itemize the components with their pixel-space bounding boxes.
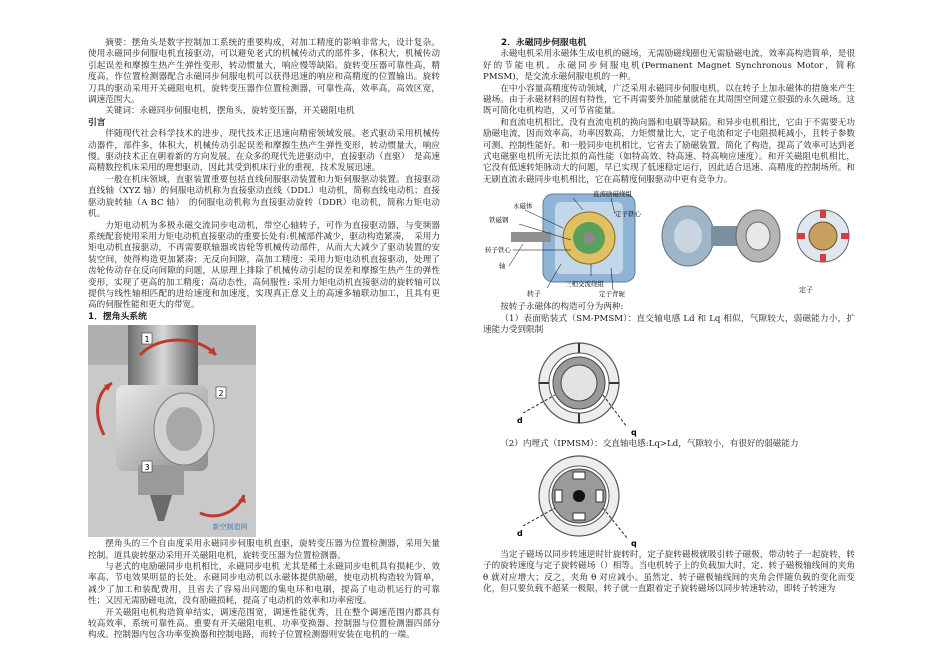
pmsm-paragraph-1: 永磁电机采用永磁体生成电机的磁场，无需励磁线圈也无需励磁电流，效率高构造简单，是很好的节能电机。永磁同步伺服电机(Permanent Magnet Synchronous Motor，简称 PMSM)，是交流永磁伺服电机的一种。 (483, 49, 855, 83)
sm-pmsm-description: （1）表面贴装式（SM-PMSM）：直交轴电感 Ld 和 Lq 相似，气隙较大，弱磁能力小，扩速能力受到限制 (483, 313, 855, 336)
swivel-head-photo (88, 325, 256, 537)
axis-q-label: q (631, 427, 637, 437)
motor-structure-figure (483, 188, 855, 300)
synchronous-rotation-paragraph: 当定子磁场以同步转速逆时针旋转时，定子旋转磁极就吸引转子磁极，带动转子一起旋转，转子的旋转速度与定子旋转磁场（）相等。当电机转子上的负载加大时，定、转子磁极轴线间的夹角 θ 就对应增大；反之，夹角 θ 对应减小。虽然定、转子磁极轴线间的夹角会伴随负载的变化而变化，但只要负载不超某一极限，转子就一直跟着定子旋转磁场以同步转速转动，即转子转速为 (483, 549, 855, 595)
right-column (483, 38, 855, 596)
figure-label-3: 3 (144, 463, 150, 473)
srm-paragraph: 开关磁阻电机构造简单结实，调速范围宽，调速性能优秀，且在整个调速范围内都具有较高效率，系统可靠性高。重要有开关磁阻电机、功率变换器、控制器与位置检测器四部分构成。控制器内包含功率变换器和控制电路，而转子位置检测器则安装在电机的一端。 (88, 607, 440, 641)
figure-caption: 摆角头的三个自由度采用永磁同步伺服电机直驱，旋转变压器为位置检测器，采用矢量控制。道具旋转驱动采用开关磁阻电机，旋转变压器为位置检测器。 (88, 539, 440, 561)
ipmsm-description: （2）内埋式（IPMSM）：交直轴电感:Lq>Ld，气隙较小，有很好的弱磁能力 (500, 438, 799, 449)
ipmsm-figure (483, 452, 855, 548)
swivel-head-figure (88, 325, 256, 537)
intro-paragraph-1: 伴随现代社会科学技术的进步，现代技术正迅速向精密领域发展。老式驱动采用机械传动器件，部件多，体积大，机械传动引起误差和摩擦生热产生弹性变形，转动惯量大，响应慢。驱动技术正在朝着新的方向发展。在众多的现代先进驱动中，直接驱动（直驱） 是高速高精数控机床采用的理想驱动，因此其受到机床行业的重视，技术发展迅速。 (88, 129, 440, 174)
keywords: 关键词：永磁同步伺服电机，摆角头，旋转变压器，开关磁阻电机 (105, 106, 355, 117)
label-stator-core: 定子铁心 (615, 210, 641, 219)
label-stator-yoke: 定子背轭 (599, 290, 625, 299)
axis-d-label-2: d (517, 528, 523, 538)
label-rotor-core: 转子铁心 (485, 246, 511, 255)
intro-paragraph-2: 一般在机床领域，直驱装置重要包括直线伺服驱动装置和力矩伺服驱动装置。直接驱动直线轴（XYZ 轴）的伺服电动机称为直接驱动直线（DDL）电动机，简称直线电动机；直接驱动旋转轴（A BC 轴） 的伺服电动机称为直接驱动旋转（DDR）电动机，简称力矩电动机。 (88, 174, 440, 220)
section-1-heading: 1．摆角头系统 (88, 311, 147, 322)
label-three-phase-winding: 三相交流绕组 (565, 280, 604, 289)
pmsm-paragraph-3: 和直流电机相比，没有直流电机的换向器和电刷等缺陷。和异步电机相比，它由于不需要无功励磁电流，因而效率高，功率因数高，力矩惯量比大，定子电流和定子电阻损耗减小，且转子参数可测、控制性能好。和一般同步电机相比，它省去了励磁装置，简化了构造，提高了效率可达到老式电磁驱电机所无法比拟的高性能（如特高效、特高速、特高响应速度）。和开关磁阻电机相比，它没有低速转矩脉动大的问题，早已实现了低速稳定运行，因此适合迅速、高精度的控制场所。和无刷直流永磁同步电机相比，它在高精度伺服驱动中更有竞争力。 (483, 117, 855, 185)
abstract: 摘要：摆角头是数字控制加工系统的重要构成，对加工精度的影响非常大，设计复杂。使用永磁同步伺服电机直接驱动，可以避免老式的机械传动式的部件多，体积大，机械传动引起误差和摩擦生热产生弹性变形，转动惯量大，响应慢等缺陷。旋转变压器可靠性高，精度高，作位置检测器配合永磁同步伺服电机可以获得迅速的响应和高精度的位置输出。旋转刀具的驱动采用开关磁阻电机，旋转变压器作位置检测器，可靠性高，效率高，高效区宽，调速范围大。 (88, 38, 440, 106)
pmsm-paragraph-2: 在中小容量高精度传动领域，广泛采用永磁同步伺服电机，以在转子上加永磁体的措施来产生磁场。由于永磁材料的固有特性，它不再需要外加能量就能在其周围空间建立很强的永久磁场。这既可简化电机构造，又可节省能量。 (483, 83, 855, 117)
section-2-heading: 2．永磁同步伺服电机 (501, 38, 587, 48)
sm-pmsm-diagram (483, 339, 855, 437)
axis-d-label: d (517, 415, 523, 425)
motor-structure-diagram (483, 188, 855, 300)
figure-label-2: 2 (218, 389, 224, 399)
figure-watermark: 新空制造网 (212, 523, 248, 532)
label-iron-core: 铁磁钢 (489, 216, 509, 225)
intro-heading: 引言 (88, 117, 106, 128)
label-dc-winding: 直流励磁绕组 (593, 190, 632, 199)
label-shaft: 轴 (499, 262, 506, 271)
sm-pmsm-figure (483, 339, 855, 437)
left-column (88, 38, 440, 642)
label-magnet: 永磁体 (513, 202, 533, 211)
rotor-types-intro: 按转子永磁体的构造可分为两种: (500, 302, 624, 313)
intro-paragraph-3: 力矩电动机为多极永磁交流同步电动机，带空心轴转子，可作为直接驱动器，与变频器系统配套使用采用力矩电动机直接驱动的重要长处有:机械部件减少，驱动构造紧凑， 采用力矩电动机直接驱动，不再需要联轴器或齿轮等机械传动部件，从而大大减少了驱动装置的安装空间，使得构造更加紧凑；无反向间隙，高加工精度：采用力矩电动机直接驱动，处理了齿轮传动存在反向间隙的问题，从原理上排除了机械传动引起的误差和摩擦生热产生的弹性变形，实现了更高的加工精度；高动态性，高伺服性: 采用力矩电动机直接驱动的旋转轴可以提供与线性轴相匹配的进给速度和加速度，实现真正意义上的高速多轴联动加工，且具有更高的伺服性能和更大的带宽。 (88, 220, 440, 311)
label-rotor: 转子 (527, 290, 541, 299)
axis-q-label-2: q (631, 538, 637, 548)
figure-label-1: 1 (144, 335, 150, 345)
ipmsm-diagram (483, 452, 855, 548)
label-stator: 定子 (799, 286, 813, 295)
pmsm-advantages-paragraph: 与老式的电励磁同步电机相比，永磁同步电机 尤其是稀土永磁同步电机具有损耗少、效率高、节电效果明显的长处。永磁同步电动机以永磁体提供励磁，使电动机构造较为简单，减少了加工和装配费用，且省去了容易出问题的集电环和电刷，提高了电动机运行的可靠性；又因无需励磁电流，没有励磁损耗，提高了电动机的效率和功率密度。 (88, 561, 440, 607)
